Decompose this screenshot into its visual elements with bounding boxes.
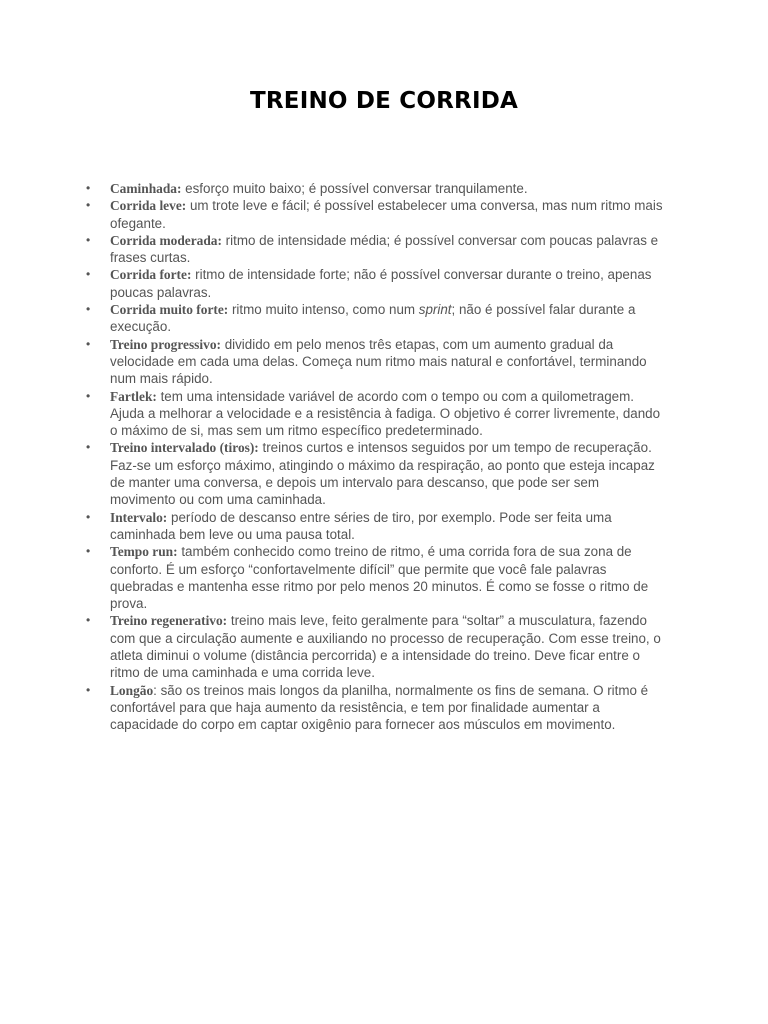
term-description: treino mais leve, feito geralmente para “soltar” a musculatura, fazendo com que a circulação aumente e auxiliando no processo de recuperação. Com esse treino, o atleta diminui o volume (distância percorrida) e a intensidade do treino. Deve ficar entre o ritmo de uma caminhada e uma corrida leve. (110, 613, 661, 681)
list-item-corrida-muito-forte (86, 301, 666, 336)
term-label: Longão (110, 682, 154, 698)
list-item-treino-progressivo (86, 336, 666, 388)
term-label: Intervalo: (110, 509, 168, 525)
bullet-icon: • (86, 682, 91, 697)
bullet-icon: • (86, 613, 91, 628)
list-item-longao (86, 682, 666, 734)
term-description: um trote leve e fácil; é possível estabelecer uma conversa, mas num ritmo mais ofegante. (110, 198, 663, 231)
description-part: ; não é possível falar durante a execução. (110, 302, 636, 335)
term-label: Treino progressivo: (110, 336, 221, 352)
term-description: ritmo de intensidade forte; não é possível conversar durante o treino, apenas poucas palavras. (110, 267, 652, 300)
list-item-treino-regenerativo (86, 612, 666, 681)
bullet-icon: • (86, 336, 91, 351)
document-title: TREINO DE CORRIDA (250, 88, 518, 114)
bullet-icon: • (86, 544, 91, 559)
term-label: Corrida forte: (110, 267, 192, 283)
list-item-corrida-moderada (86, 232, 666, 267)
term-description: tem uma intensidade variável de acordo com o tempo ou com a quilometragem. Ajuda a melhorar a velocidade e a resistência à fadiga. O objetivo é correr livremente, dando o máximo de si, mas sem um ritmo específico predeterminado. (110, 388, 661, 439)
term-description: ritmo de intensidade média; é possível conversar com poucas palavras e frases curtas. (110, 232, 659, 266)
term-label: Treino intervalado (tiros): (110, 440, 259, 456)
term-label: Tempo run: (110, 544, 178, 560)
bullet-icon: • (86, 232, 91, 247)
bullet-icon: • (86, 440, 91, 455)
bullet-icon: • (86, 267, 91, 282)
bullet-icon: • (86, 198, 91, 213)
bullet-icon: • (86, 388, 91, 403)
description-part: ritmo muito intenso, como num (228, 302, 419, 318)
list-item-corrida-leve (86, 197, 666, 232)
list-item-caminhada (86, 180, 666, 197)
list-item-fartlek (86, 388, 666, 440)
term-description: período de descanso entre séries de tiro, por exemplo. Pode ser feita uma caminhada bem leve ou uma pausa total. (110, 509, 612, 542)
term-label: Treino regenerativo: (110, 613, 228, 629)
training-types-list (86, 180, 666, 734)
term-label: Corrida muito forte: (110, 302, 229, 318)
bullet-icon: • (86, 302, 91, 317)
term-label: Fartlek: (110, 388, 157, 404)
list-item-treino-intervalado (86, 439, 666, 508)
term-label: Corrida moderada: (110, 232, 222, 248)
term-description: treinos curtos e intensos seguidos por um tempo de recuperação. Faz-se um esforço máximo, atingindo o máximo da respiração, ao ponto que esteja incapaz de manter uma conversa, e depois um intervalo para descanso, que pode ser sem movimento ou com uma caminhada. (110, 440, 655, 508)
bullet-icon: • (86, 181, 91, 195)
term-description: também conhecido como treino de ritmo, é uma corrida fora de sua zona de conforto. É um esforço “confortavelmente difícil” que permite que você fale palavras quebradas e mantenha esse ritmo por pelo menos 20 minutos. É como se fosse o ritmo de prova. (110, 544, 649, 612)
term-label: Caminhada: (110, 181, 182, 196)
term-description: dividido em pelo menos três etapas, com um aumento gradual da velocidade em cada uma delas. Começa num ritmo mais natural e confortável, terminando num mais rápido. (110, 336, 647, 387)
term-description: esforço muito baixo; é possível conversar tranquilamente. (181, 181, 528, 196)
list-item-intervalo (86, 509, 666, 544)
term-label: Corrida leve: (110, 198, 187, 214)
emphasis-word: sprint (418, 302, 452, 318)
term-description: : são os treinos mais longos da planilha, normalmente os fins de semana. O ritmo é confortável para que haja aumento da resistência, e tem por finalidade aumentar a capacidade do corpo em captar oxigênio para fornecer aos músculos em movimento. (110, 682, 649, 733)
list-item-corrida-forte (86, 266, 666, 301)
list-item-tempo-run (86, 543, 666, 612)
bullet-icon: • (86, 509, 91, 524)
